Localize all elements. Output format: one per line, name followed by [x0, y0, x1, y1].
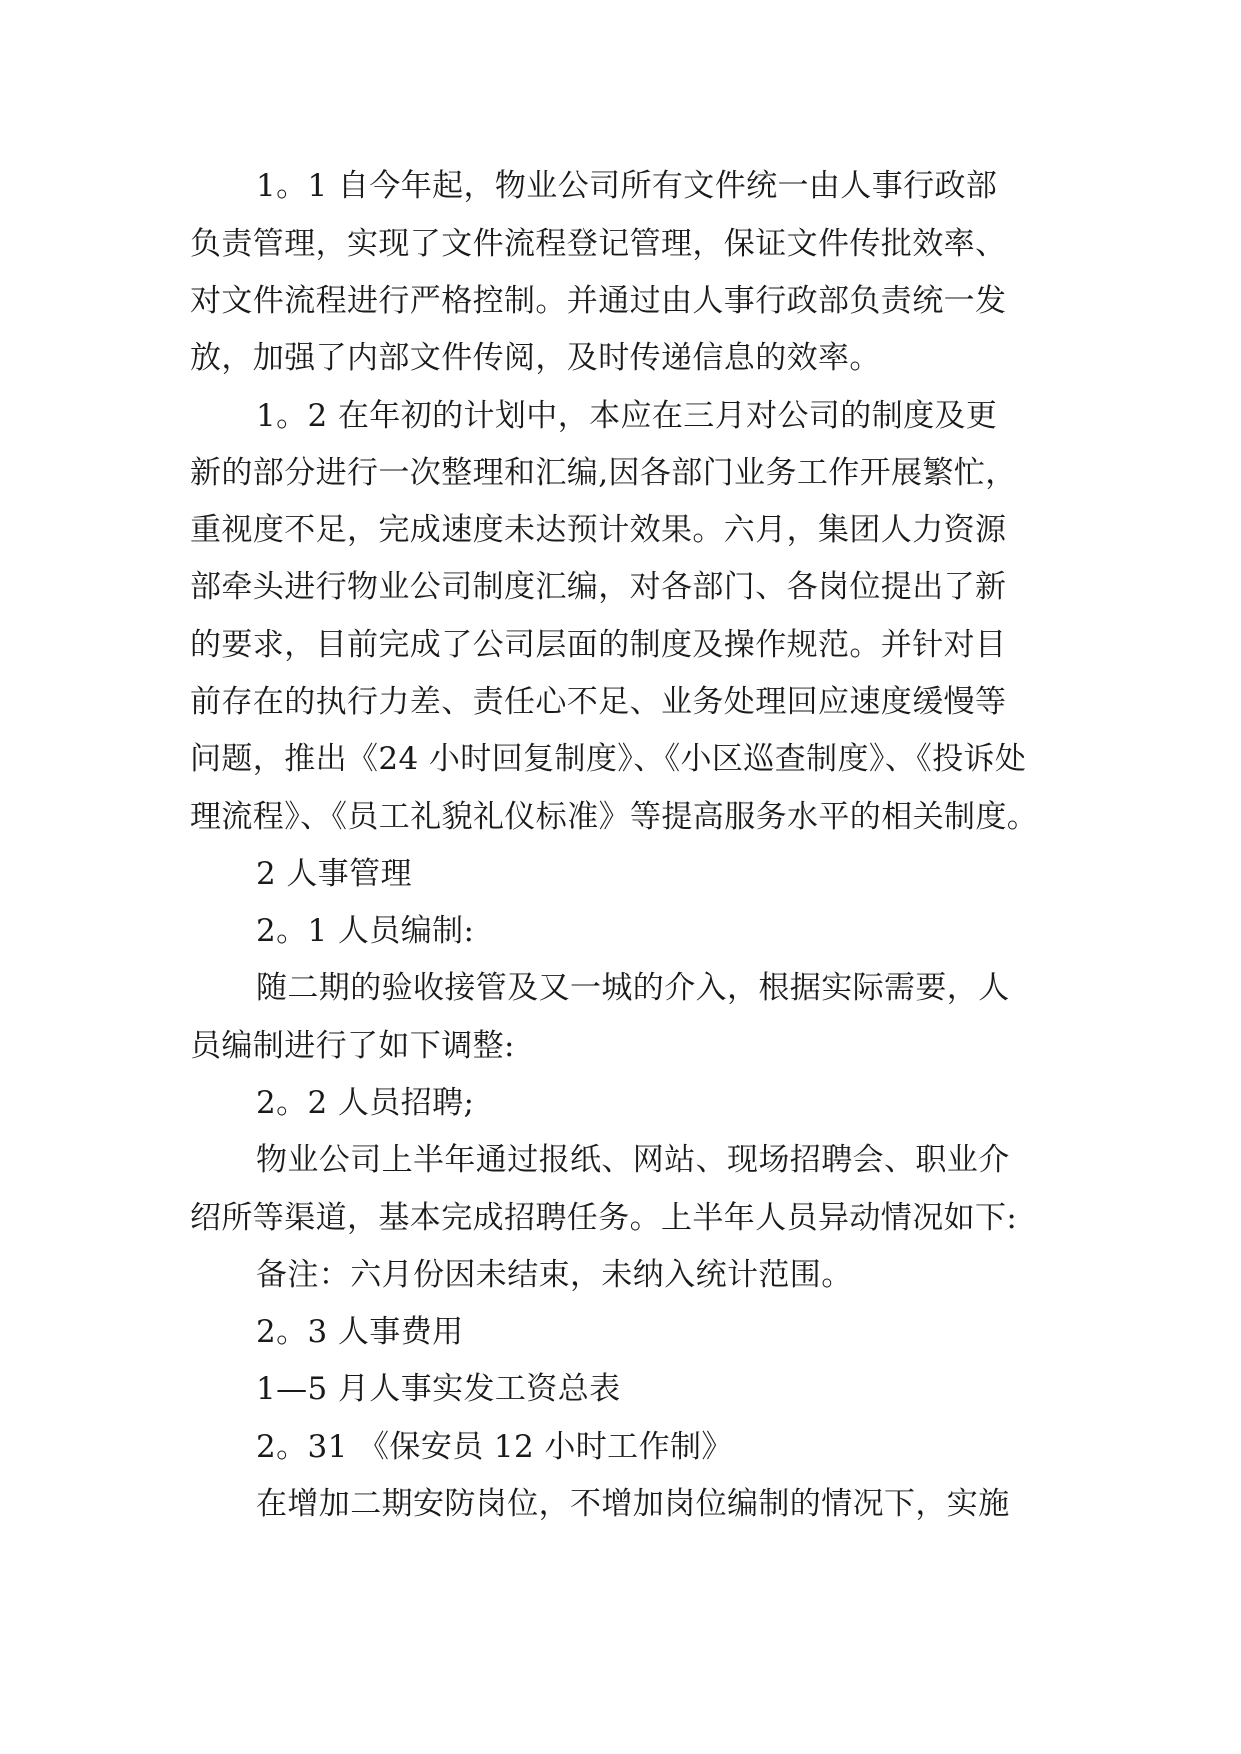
paragraph-line: 问题，推出《24 小时回复制度》、《小区巡查制度》、《投诉处	[190, 741, 1027, 777]
paragraph-line: 随二期的验收接管及又一城的介入，根据实际需要，人	[256, 970, 1010, 1006]
paragraph-line: 对文件流程进行严格控制。并通过由人事行政部负责统一发	[190, 283, 1007, 319]
subsection-heading: 2。1 人员编制:	[256, 913, 475, 949]
section-heading: 2 人事管理	[256, 856, 412, 892]
paragraph-line: 前存在的执行力差、责任心不足、业务处理回应速度缓慢等	[190, 684, 1007, 720]
paragraph-line: 负责管理，实现了文件流程登记管理，保证文件传批效率、	[190, 226, 1007, 262]
paragraph-line: 物业公司上半年通过报纸、网站、现场招聘会、职业介	[256, 1142, 1010, 1178]
subsection-heading: 2。2 人员招聘;	[256, 1085, 475, 1121]
note-line: 备注：六月份因未结束，未纳入统计范围。	[256, 1257, 853, 1293]
paragraph-line: 的要求，目前完成了公司层面的制度及操作规范。并针对目	[190, 627, 1007, 663]
paragraph-line: 1。2 在年初的计划中，本应在三月对公司的制度及更	[256, 398, 998, 434]
paragraph-line: 重视度不足，完成速度未达预计效果。六月，集团人力资源	[190, 512, 1007, 548]
paragraph-line: 新的部分进行一次整理和汇编,因各部门业务工作开展繁忙，	[190, 455, 1017, 491]
paragraph-line: 部牵头进行物业公司制度汇编，对各部门、各岗位提出了新	[190, 569, 1007, 605]
subsection-heading: 2。31 《保安员 12 小时工作制》	[256, 1429, 733, 1465]
paragraph-line: 绍所等渠道，基本完成招聘任务。上半年人员异动情况如下:	[190, 1200, 1018, 1236]
table-caption: 1—5 月人事实发工资总表	[256, 1371, 621, 1407]
paragraph-line: 员编制进行了如下调整:	[190, 1028, 515, 1064]
paragraph-line: 理流程》、《员工礼貌礼仪标准》等提高服务水平的相关制度。	[190, 799, 1039, 835]
subsection-heading: 2。3 人事费用	[256, 1314, 464, 1350]
paragraph-line: 1。1 自今年起，物业公司所有文件统一由人事行政部	[256, 168, 998, 204]
paragraph-line: 在增加二期安防岗位，不增加岗位编制的情况下，实施	[256, 1486, 1010, 1522]
paragraph-line: 放，加强了内部文件传阅，及时传递信息的效率。	[190, 340, 881, 376]
